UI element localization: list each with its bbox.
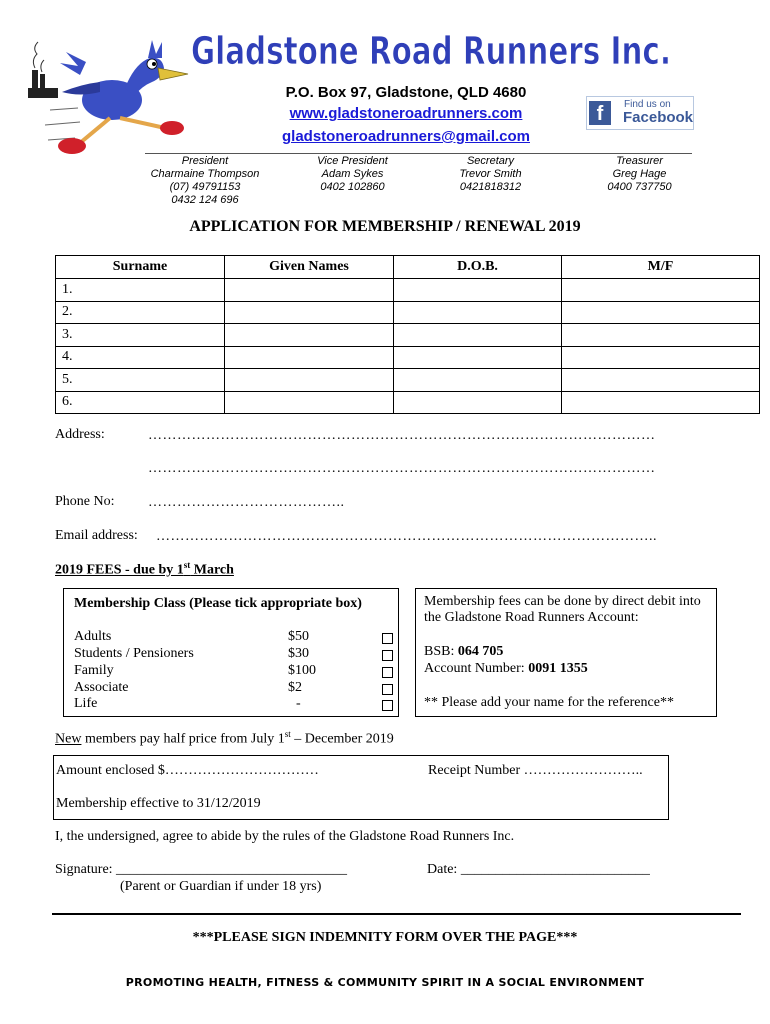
class-price: $100 [288, 663, 316, 678]
officer-name: Trevor Smith [459, 168, 522, 180]
signature-field[interactable]: Signature: _________________________________ [55, 862, 348, 877]
club-title-logo [186, 20, 676, 82]
class-name: Adults [74, 629, 112, 644]
date-field[interactable]: Date: ___________________________ [427, 862, 650, 877]
table-row [56, 346, 760, 369]
officer-president [140, 155, 270, 207]
phone-line[interactable]: ………………………………….. [148, 495, 345, 510]
gender-cell[interactable] [562, 369, 760, 392]
dob-cell[interactable] [394, 391, 562, 414]
bsb-value: 064 705 [457, 644, 504, 659]
column-header: M/F [562, 256, 760, 279]
gender-cell[interactable] [562, 391, 760, 414]
new-members-text: members pay half price from July 1 [81, 731, 285, 747]
row-number[interactable]: 6. [56, 391, 225, 414]
row-number[interactable]: 2. [56, 301, 225, 324]
gender-cell[interactable] [562, 279, 760, 302]
amount-box [53, 755, 669, 820]
officer-phone: (07) 49791153 [169, 181, 241, 193]
new-members-sup: st [284, 729, 291, 739]
gender-cell[interactable] [562, 346, 760, 369]
postal-address: P.O. Box 97, Gladstone, QLD 4680 [285, 84, 527, 101]
phone-label: Phone No: [55, 494, 115, 509]
header-divider [145, 153, 692, 154]
new-word: New [55, 731, 82, 747]
guardian-note: (Parent or Guardian if under 18 yrs) [120, 879, 322, 894]
officer-name: Charmaine Thompson [150, 168, 260, 180]
table-row [56, 369, 760, 392]
fees-title-sup: st [183, 560, 191, 570]
facebook-small-text: Find us on [624, 99, 671, 110]
column-header: Surname [56, 256, 225, 279]
class-price: - [296, 696, 301, 711]
class-name: Students / Pensioners [74, 646, 194, 661]
officer-name: Adam Sykes [321, 168, 384, 180]
officer-role: Treasurer [616, 155, 663, 167]
class-price: $50 [288, 629, 309, 644]
table-row [56, 279, 760, 302]
class-price: $30 [288, 646, 309, 661]
agreement-text: I, the undersigned, agree to abide by the rules of the Gladstone Road Runners Inc. [55, 829, 515, 844]
given-names-cell[interactable] [225, 391, 394, 414]
table-row [56, 301, 760, 324]
indemnity-note: ***PLEASE SIGN INDEMNITY FORM OVER THE PAGE*** [192, 930, 578, 945]
row-number[interactable]: 1. [56, 279, 225, 302]
tick-box-associate[interactable] [382, 684, 393, 695]
dob-cell[interactable] [394, 301, 562, 324]
officer-role: President [181, 155, 229, 167]
given-names-cell[interactable] [225, 346, 394, 369]
facebook-icon: f [589, 101, 611, 125]
given-names-cell[interactable] [225, 324, 394, 347]
receipt-number-field[interactable]: Receipt Number …………………….. [428, 763, 643, 778]
fees-title-text: 2019 FEES - due by 1 [55, 562, 184, 578]
row-number[interactable]: 4. [56, 346, 225, 369]
website-link[interactable]: www.gladstoneroadrunners.com [289, 105, 523, 122]
tick-box-students[interactable] [382, 650, 393, 661]
officer-secretary [428, 155, 553, 194]
membership-class-box [63, 588, 399, 717]
officer-phone: 0402 102860 [320, 181, 385, 193]
officer-role: Vice President [317, 155, 388, 167]
new-members-note [55, 729, 394, 748]
account-label: Account Number: [424, 661, 529, 676]
facebook-badge[interactable] [586, 96, 694, 130]
officer-phone-2: 0432 124 696 [171, 194, 239, 206]
officer-vice-president [290, 155, 415, 194]
club-title-text: Gladstone Road Runners Inc. [191, 29, 671, 73]
tick-box-life[interactable] [382, 700, 393, 711]
officer-treasurer [577, 155, 702, 194]
address-label: Address: [55, 427, 105, 442]
column-header: Given Names [225, 256, 394, 279]
club-motto: PROMOTING HEALTH, FITNESS & COMMUNITY SPIRIT IN A SOCIAL ENVIRONMENT [125, 976, 645, 989]
tick-box-adults[interactable] [382, 633, 393, 644]
given-names-cell[interactable] [225, 369, 394, 392]
email-address-line[interactable]: ………………………………………………………………………………………….. [156, 529, 657, 544]
address-line-2[interactable]: …………………………………………………………………………………………… [148, 461, 656, 476]
dob-cell[interactable] [394, 369, 562, 392]
column-header: D.O.B. [394, 256, 562, 279]
facebook-big-text: Facebook [623, 109, 694, 126]
given-names-cell[interactable] [225, 301, 394, 324]
row-number[interactable]: 5. [56, 369, 225, 392]
officer-phone: 0400 737750 [607, 181, 672, 193]
dob-cell[interactable] [394, 324, 562, 347]
membership-effective: Membership effective to 31/12/2019 [56, 796, 261, 811]
reference-note: ** Please add your name for the reference** [424, 695, 674, 710]
class-name: Life [74, 696, 98, 711]
class-name: Associate [74, 680, 129, 695]
table-row [56, 324, 760, 347]
officer-name: Greg Hage [612, 168, 667, 180]
amount-enclosed-field[interactable]: Amount enclosed $…………………………… [56, 763, 319, 778]
table-header-row [56, 256, 760, 279]
officer-phone: 0421818312 [459, 181, 522, 193]
email-address-label: Email address: [55, 528, 138, 543]
given-names-cell[interactable] [225, 279, 394, 302]
dob-cell[interactable] [394, 346, 562, 369]
email-link[interactable]: gladstoneroadrunners@gmail.com [281, 128, 530, 145]
officer-role: Secretary [466, 155, 515, 167]
gender-cell[interactable] [562, 324, 760, 347]
class-name: Family [74, 663, 114, 678]
table-row [56, 391, 760, 414]
debit-instructions: Membership fees can be done by direct debit into the Gladstone Road Runners Account: [424, 594, 701, 625]
account-value: 0091 1355 [528, 661, 588, 676]
row-number[interactable]: 3. [56, 324, 225, 347]
members-table [55, 255, 760, 414]
account-line [424, 661, 588, 677]
fees-title [55, 560, 234, 579]
tick-box-family[interactable] [382, 667, 393, 678]
membership-class-heading: Membership Class (Please tick appropriate box) [74, 596, 362, 611]
form-heading: APPLICATION FOR MEMBERSHIP / RENEWAL 2019 [189, 218, 581, 235]
dob-cell[interactable] [394, 279, 562, 302]
class-price: $2 [288, 680, 302, 695]
gender-cell[interactable] [562, 301, 760, 324]
new-members-end: – December 2019 [290, 731, 394, 747]
footer-divider [52, 913, 741, 915]
bsb-line [424, 644, 503, 660]
direct-debit-box [415, 588, 717, 717]
bsb-label: BSB: [424, 644, 458, 659]
address-line-1[interactable]: …………………………………………………………………………………………… [148, 428, 656, 443]
fees-title-suffix: March [190, 562, 234, 578]
roadrunner-mascot-icon [20, 30, 190, 165]
